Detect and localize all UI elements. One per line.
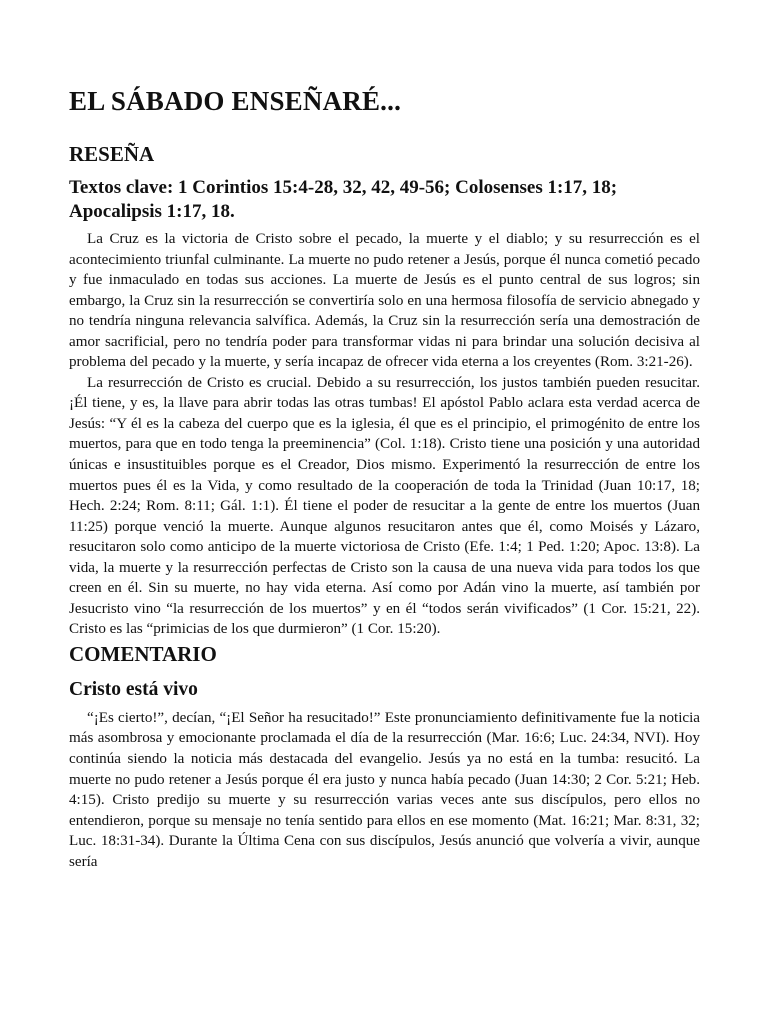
body-paragraph: La Cruz es la victoria de Cristo sobre el pecado, la muerte y el diablo; y su resurrección es el acontecimiento triunfal culminante. La muerte no pudo retener a Jesús, porque él nunca cometió pecado y fue inmaculado en todas sus acciones. La muerte de Jesús es el punto central de sus logros; sin embargo, la Cruz sin la resurrección se convertiría solo en una hermosa filosofía de servicio abnegado y no tendría ninguna relevancia salvífica. Además, la Cruz sin la resurrección sería una demostración de amor sacrificial, pero no tendría poder para transformar vidas ni para brindar una solución decisiva al problema del pecado y la muerte, y sería incapaz de ofrecer vida eterna a los creyentes (Rom. 3:21-26). <box>69 231 700 371</box>
section-heading-commentary: COMENTARIO <box>69 641 217 666</box>
body-paragraph: “¡Es cierto!”, decían, “¡El Señor ha resucitado!” Este pronunciamiento definitivamente fue la noticia más asombrosa y emocionante proclamada el día de la resurrección (Mar. 16:6; Luc. 24:34, NVI). Hoy continúa siendo la noticia más destacada del evangelio. Jesús ya no está en la tumba: resucitó. La muerte no pudo retener a Jesús porque él era justo y nunca había pecado (Juan 14:30; 2 Cor. 5:21; Heb. 4:15). Cristo predijo su muerte y su resurrección varias veces ante sus discípulos, pero ellos no entendieron, porque su mensaje no tenía sentido para ellos en ese momento (Mat. 16:21; Mar. 8:31, 32; Luc. 18:31-34). Durante la Última Cena con sus discípulos, Jesús anunció que volvería a vivir, aunque sería <box>69 709 700 870</box>
document-page <box>69 82 700 872</box>
body-paragraph: La resurrección de Cristo es crucial. Debido a su resurrección, los justos también pueden resucitar. ¡Él tiene, y es, la llave para abrir todas las otras tumbas! El apóstol Pablo aclara esta verdad acerca de Jesús: “Y él es la cabeza del cuerpo que es la iglesia, él que es el principio, el primogénito de entre los muertos, para que en todo tenga la preeminencia” (Col. 1:18). Cristo tiene una posición y una autoridad únicas e insustituibles porque es el Creador, Dios mismo. Experimentó la resurrección de entre los muertos pues él es la Vida, y como resultado de la cooperación de toda la Trinidad (Juan 10:17, 18; Hech. 2:24; Rom. 8:11; Gál. 1:1). Él tiene el poder de resucitar a la gente de entre los muertos (Juan 11:25) porque venció la muerte. Aunque algunos resucitaron antes que él, como Moisés y Lázaro, resucitaron solo como anticipo de la muerte victoriosa de Cristo (Efe. 1:4; 1 Ped. 1:20; Apoc. 13:8). La vida, la muerte y la resurrección perfectas de Cristo son la causa de una nueva vida para todos los que creen en él. Sin su muerte, no hay vida eterna. Así como por Adán vino la muerte, así también por Jesucristo vino “la resurrección de los muertos” y en él “todos serán vivificados” (1 Cor. 15:21, 22). Cristo es las “primicias de los que durmieron” (1 Cor. 15:20). <box>69 374 700 638</box>
key-texts-heading: Textos clave: 1 Corintios 15:4-28, 32, 42, 49-56; Colosenses 1:17, 18; Apocalipsis 1:17, 18. <box>69 177 618 222</box>
document-title: EL SÁBADO ENSEÑARÉ... <box>69 86 402 116</box>
subheading: Cristo está vivo <box>69 678 198 700</box>
section-heading-review: RESEÑA <box>69 142 155 166</box>
